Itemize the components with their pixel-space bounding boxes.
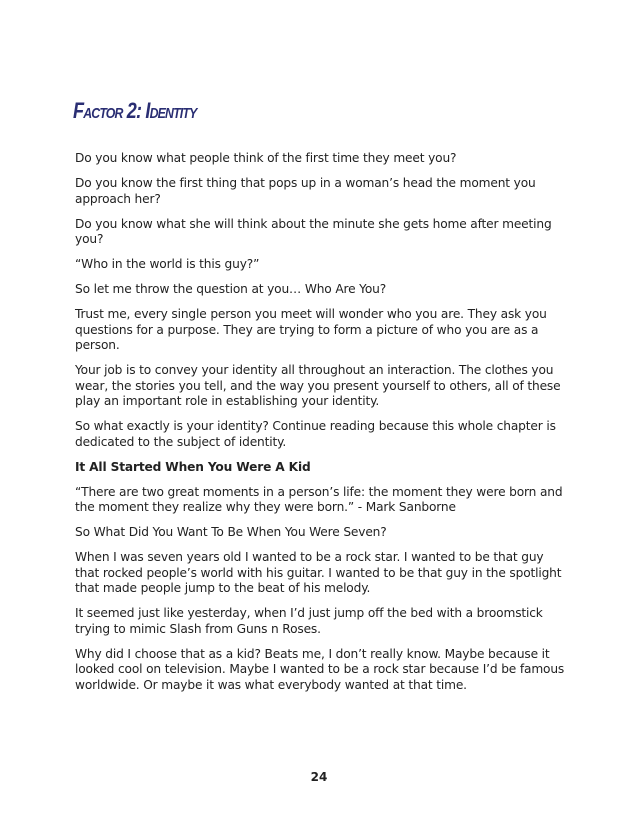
body-text [75,151,565,703]
section-heading: It All Started When You Were A Kid [75,459,311,474]
quote-paragraph: “There are two great moments in a person’s life: the moment they were born and the moment they realize why they were born.” - Mark Sanborne [75,484,563,514]
paragraph: Do you know the first thing that pops up in a woman’s head the moment you approach her? [75,176,536,206]
paragraph: Your job is to convey your identity all throughout an interaction. The clothes you wear, the stories you tell, and the way you present yourself to others, all of these play an important role in establishing your identity. [75,363,561,408]
paragraph: Do you know what she will think about the minute she gets home after meeting you? [75,216,552,246]
chapter-title: Factor 2: Identity [73,98,197,123]
page-number: 24 [310,770,328,784]
paragraph: “Who in the world is this guy?” [75,257,260,271]
paragraph: So What Did You Want To Be When You Were Seven? [75,525,387,539]
paragraph: Do you know what people think of the first time they meet you? [75,151,457,165]
paragraph: So let me throw the question at you… Who Are You? [75,282,387,296]
paragraph: Why did I choose that as a kid? Beats me, I don’t really know. Maybe because it looked cool on television. Maybe I wanted to be a rock star because I’d be famous worldwide. Or maybe it was what everybody wanted at that time. [75,646,565,692]
paragraph: When I was seven years old I wanted to be a rock star. I wanted to be that guy that rocked people’s world with his guitar. I wanted to be that guy in the spotlight that made people jump to the beat of his melody. [75,550,562,595]
paragraph: It seemed just like yesterday, when I’d just jump off the bed with a broomstick trying to mimic Slash from Guns n Roses. [75,606,543,636]
paragraph: Trust me, every single person you meet will wonder who you are. They ask you questions for a purpose. They are trying to form a picture of who you are as a person. [75,307,547,352]
paragraph: So what exactly is your identity? Continue reading because this whole chapter is dedicated to the subject of identity. [75,419,556,449]
